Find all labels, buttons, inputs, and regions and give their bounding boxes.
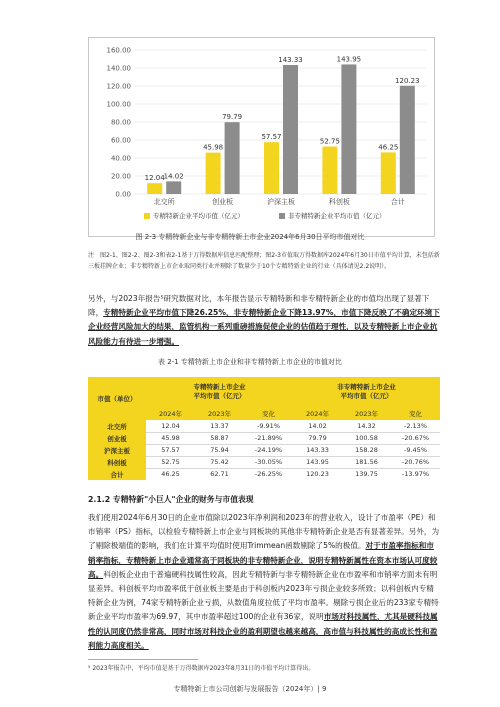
legend-item-non-specialized [279,211,386,220]
bar-non-specialized [283,65,298,194]
footnote: ⁵ 2023年报告中，平均市值是基于万得数据库2023年8月31日的市值平均计算得出。 [88,665,315,672]
paragraph-1-highlight: 专精特新企业平均市值下降26.25%，非专精特新企业下降13.97%，市值下降反映了不确定环境下企业经营风险加大的结果，监管机构一系列重磅措施促使企业的估值趋于理性，以及专精特新上市企业抗风险能力有待进一步增强。 [88,308,440,346]
legend-label-specialized: 专精特新企业平均市值（亿元） [153,212,244,220]
table-cell: 158.28 [355,446,378,454]
table-cell: 62.71 [210,470,229,478]
table-cell: -20.67% [401,434,430,442]
x-tick-label: 合计 [390,198,405,206]
table-row-label-header: 市值（单位） [88,377,146,420]
table-cell: -20.76% [401,458,430,466]
chart-legend [144,211,434,223]
y-tick-label: 60.00 [110,136,131,145]
legend-swatch-specialized [144,213,150,219]
x-tick-label: 科创板 [328,198,350,206]
table-subheader: 变化 [391,406,440,420]
table-subheader: 2023年 [342,406,391,420]
data-label: 14.02 [163,172,184,181]
bar-non-specialized [225,122,240,194]
table-cell: -13.97% [401,470,430,478]
data-label: 12.04 [144,174,165,183]
table-row-label: 合计 [88,468,146,480]
table-cell: 46.25 [161,470,180,478]
bar-chart [88,37,435,237]
table-cell: 143.33 [306,446,329,454]
table-cell: -24.19% [254,446,283,454]
table-caption: 表 2-1 专精特新上市企业和非专精特新上市企业的市值对比 [158,358,342,366]
table-subheader: 2024年 [146,406,195,420]
y-tick-label: 160.00 [106,46,131,55]
chart-svg [89,38,434,236]
table-cell: 57.57 [161,446,180,454]
footnote-divider [88,659,198,660]
page-footer: 专精特新上市公司创新与发展报告（2024年）| 9 [173,685,327,693]
paragraph-1-text: 另外，与2023年报告⁵研究数据对比，本年报告显示专精特新和非专精特新企业的市值均出现了显著下降， [88,294,430,318]
bar-specialized [264,142,279,194]
paragraph-2-highlight-2: 市场对科技属性，尤其是硬科技属性的认同度仍然非常高，同时市场对科技企业的盈利期望也越来越高，高市值与科技属性的高成长性和盈利能力高度相关。 [88,612,438,650]
table-cell: 75.42 [210,458,229,466]
x-tick-label: 北交所 [153,198,175,206]
table-cell: -26.25% [254,470,283,478]
table-cell: 120.23 [306,470,329,478]
figure-note: 注 图2-1、图2-2、图2-3和表2-1基于万得数据库信息匹配整理；图2-3市值取万得数据库2024年6月30日市值平均计算，未包括新三板挂牌企业；非专精特新上市企业取同类行业并剔除了数量少于10个专精特新企业的行业（具体请见2.2说明）。 [88,252,440,270]
data-label: 120.23 [395,76,420,85]
table-cell: 45.98 [161,434,180,442]
table-row-label: 科创板 [88,456,146,468]
table-cell: -9.91% [257,422,280,430]
table-cell: 14.02 [308,422,327,430]
table-cell: -21.89% [254,434,283,442]
x-tick-label: 沪深主板 [267,198,295,206]
x-tick-label: 创业板 [212,198,234,206]
table-cell: 181.56 [355,458,378,466]
table-cell: 58.87 [210,434,229,442]
table-group1-header: 专精特新上市企业 平均市值（亿元） [146,377,293,406]
table-cell: 100.58 [355,434,378,442]
table-cell: -9.45% [404,446,427,454]
figure-caption: 图 2-3 专精特新企业与非专精特新上市企业2024年6月30日平均市值对比 [135,233,365,241]
table-cell: 52.75 [161,458,180,466]
legend-item-specialized [144,211,244,220]
table-subheader: 2023年 [195,406,244,420]
y-tick-label: 0.00 [115,190,131,199]
y-tick-label: 120.00 [106,82,131,91]
bar-specialized [381,152,396,194]
table-cell: -30.05% [254,458,283,466]
paragraph-2-text: 我们使用2024年6月30日的企业市值除以2023年净利润和2023年的营业收入，设计了市盈率（PE）和市销率（PS）指标，以检验专精特新上市企业与同板块的其他非专精特新企业是否有显著差异。另外，为了剔除极端值的影响，我们在计算平均值时使用Trimmean函数剔除了5%的极值。 [88,513,440,551]
data-label: 143.33 [278,56,303,65]
table-group2-header: 非专精特新上市企业 平均市值（亿元） [293,377,440,406]
data-label: 79.79 [222,113,243,122]
table-cell: 143.95 [306,458,329,466]
section-title: 2.1.2 专精特新"小巨人"企业的财务与市值表现 [88,495,254,504]
y-tick-label: 40.00 [110,154,131,163]
table-cell: 12.04 [161,422,180,430]
paragraph-1 [88,292,440,349]
data-label: 57.57 [261,133,282,142]
paragraph-2-text-2: 科创板企业由于普遍硬科技属性较高，因此专精特新与非专精特新企业在市盈率和市销率方面未有明显差异。科创板平均市盈率低于创业板主要是由于科创板内2023年亏损企业较多所致；以科创板内专精特新企业为例，74家专精特新企业亏损，从数值角度拉低了平均市盈率。剔除亏损企业后的233家专精特新企业平均市盈率为69.97，其中市盈率超过100的企业有36家，说明 [88,569,439,622]
data-label: 45.98 [203,143,224,152]
y-tick-label: 20.00 [110,172,131,181]
market-value-table [88,377,440,480]
paragraph-2-highlight-1: 对于市盈率指标和市销率指标，专精特新上市企业通常高于同板块的非专精特新企业，说明专精特新属性在资本市场认可度较高。 [88,541,438,579]
data-label: 143.95 [336,55,362,64]
table-row-label: 北交所 [88,420,146,432]
y-tick-label: 140.00 [106,64,131,73]
bar-non-specialized [341,64,356,194]
table-cell: 14.32 [357,422,376,430]
paragraph-2 [88,511,440,653]
bar-specialized [147,183,162,194]
bar-non-specialized [400,86,415,194]
bar-non-specialized [166,181,181,194]
data-label: 52.75 [319,137,340,146]
y-tick-label: 80.00 [110,118,131,127]
table-cell: 75.94 [210,446,229,454]
bar-specialized [322,147,337,194]
table-cell: 13.37 [210,422,229,430]
table-row-label: 沪深主板 [88,444,146,456]
table-cell: -2.13% [404,422,427,430]
legend-label-non-specialized: 非专精特新企业平均市值（亿元） [288,212,386,220]
table-subheader: 2024年 [293,406,342,420]
legend-swatch-non-specialized [279,213,285,219]
data-label: 46.25 [378,143,399,152]
table-row-label: 创业板 [88,432,146,444]
table-subheader: 变化 [244,406,293,420]
bar-specialized [206,153,221,194]
table-cell: 139.75 [355,470,378,478]
table-cell: 79.79 [308,434,327,442]
y-tick-label: 100.00 [106,100,131,109]
